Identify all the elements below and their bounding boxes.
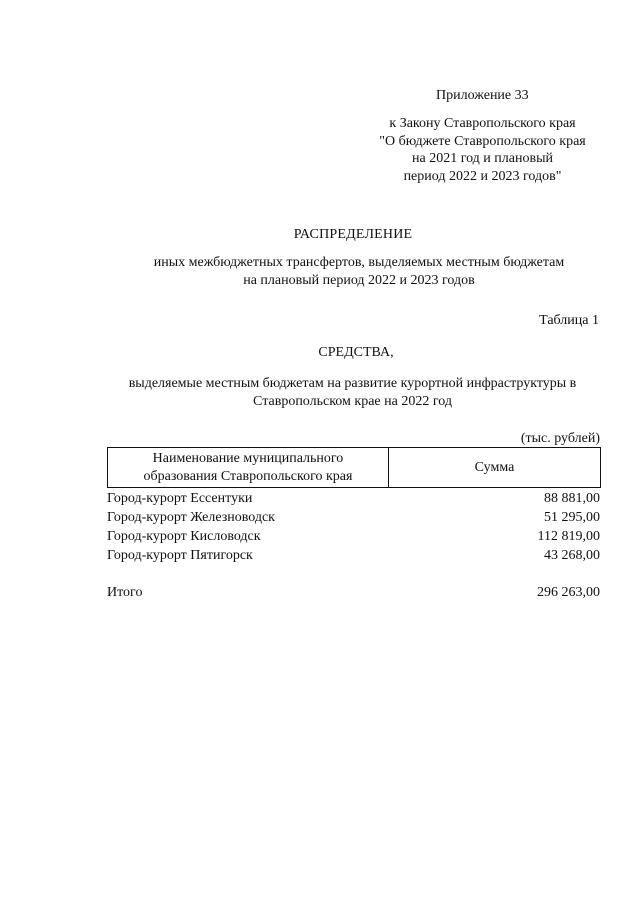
row-sum: 88 881,00 [544,491,600,506]
subtitle-line: иных межбюджетных трансфертов, выделяемых местным бюджетам [153,255,565,270]
column-header-name-line: Наименование муниципального [152,451,344,466]
column-header-sum: Сумма [474,459,515,475]
document-subtitle [0,254,640,289]
row-name: Город-курорт Ессентуки [107,491,253,506]
law-reference [360,115,605,185]
section-subtitle-line: Ставропольском крае на 2022 год [253,393,452,409]
section-subtitle-line: выделяемые местным бюджетам на развитие курортной инфраструктуры в [128,376,577,391]
law-line: к Закону Ставропольского края [389,116,576,131]
annex-number: Приложение 33 [436,88,529,103]
row-name: Город-курорт Пятигорск [107,548,253,563]
row-sum: 51 295,00 [544,510,600,525]
total-row [107,584,600,602]
table-row [107,527,600,546]
table-row [107,489,600,508]
table-row [107,546,600,565]
law-line: период 2022 и 2023 годов" [403,168,562,184]
units-label: (тыс. рублей) [520,431,600,446]
document-title: РАСПРЕДЕЛЕНИЕ [293,227,413,242]
section-title: СРЕДСТВА, [318,345,394,360]
row-name: Город-курорт Кисловодск [107,529,261,544]
table-row [107,508,600,527]
table-header [107,447,601,488]
subtitle-line: на плановый период 2022 и 2023 годов [243,272,475,288]
law-line: на 2021 год и плановый [411,151,553,166]
table-body [107,489,600,565]
column-header-name [108,448,389,487]
law-line: "О бюджете Ставропольского края [379,133,586,149]
section-subtitle [100,375,605,410]
table-number: Таблица 1 [539,313,599,328]
total-label: Итого [107,585,143,600]
row-sum: 43 268,00 [544,548,600,563]
total-sum: 296 263,00 [537,585,600,600]
column-header-name-line: образования Ставропольского края [143,468,353,484]
row-sum: 112 819,00 [537,529,600,544]
row-name: Город-курорт Железноводск [107,510,275,525]
